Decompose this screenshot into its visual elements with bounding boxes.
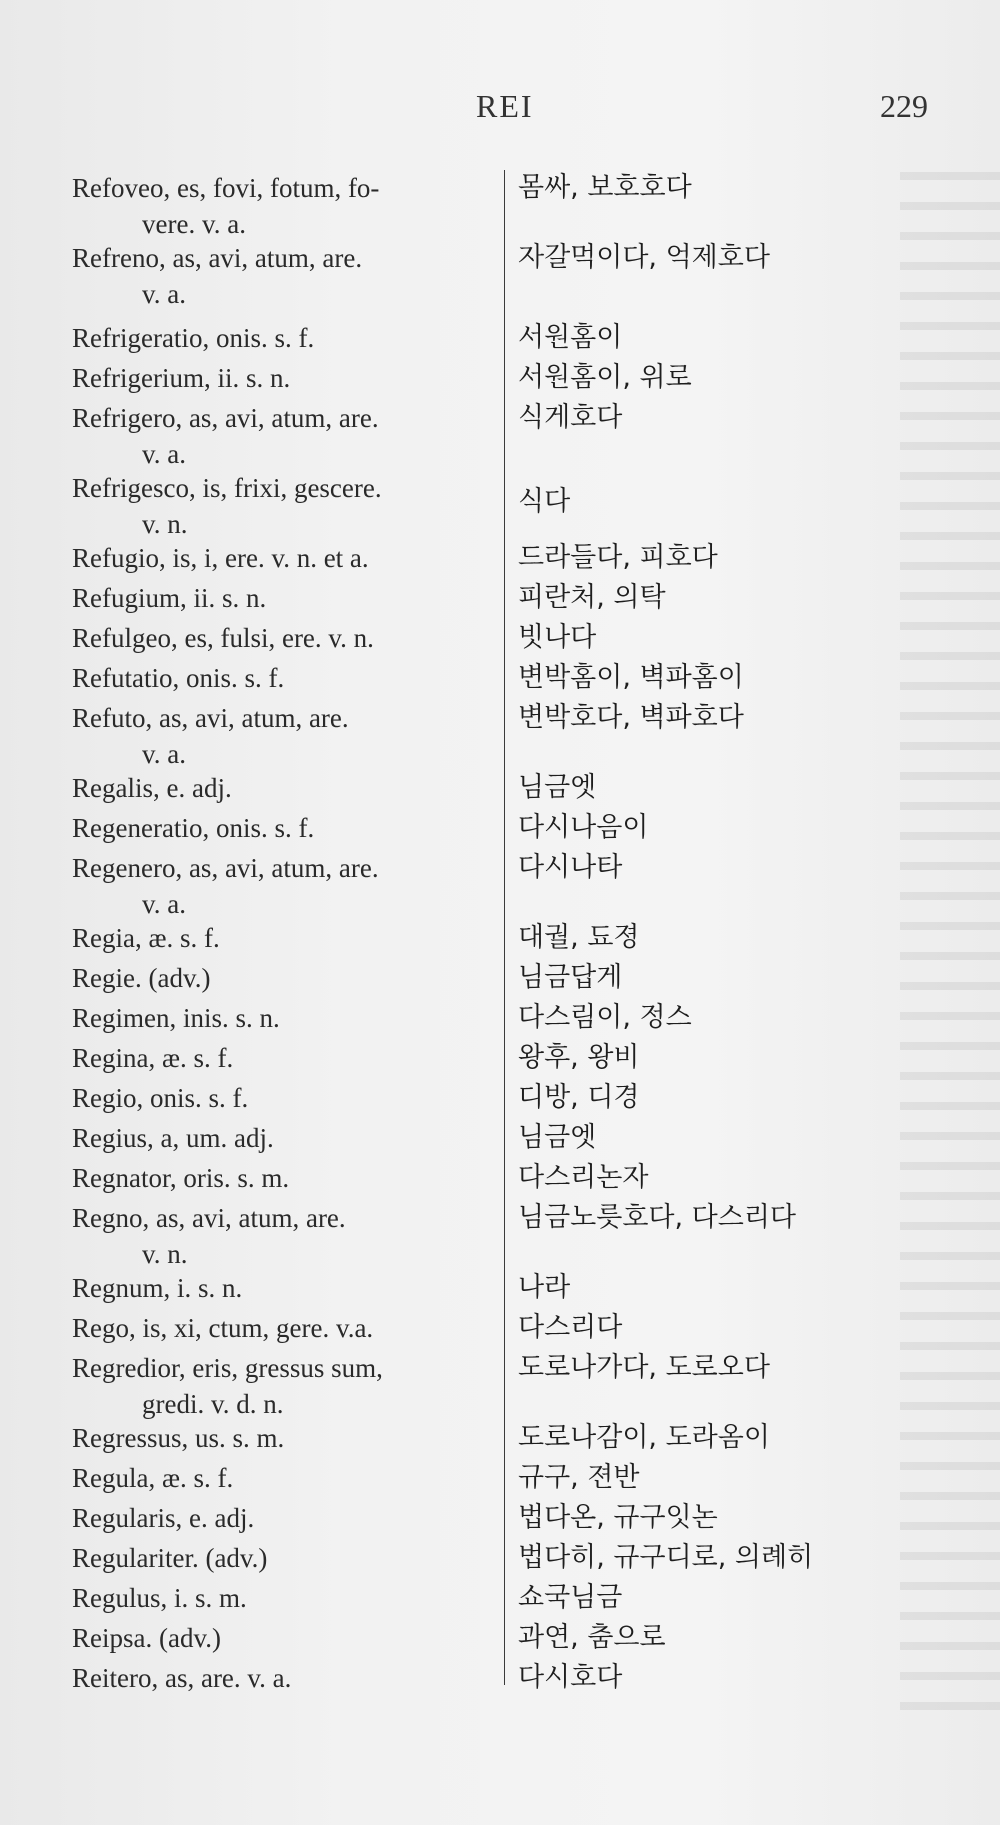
latin-headword-text: Regredior, eris, gressus sum,	[72, 1353, 383, 1383]
latin-headword	[72, 620, 500, 656]
latin-continuation: v. n.	[142, 1239, 188, 1269]
latin-headword	[72, 1000, 500, 1036]
latin-headword	[72, 770, 500, 806]
latin-headword	[72, 1420, 500, 1456]
latin-headword	[72, 1460, 500, 1496]
latin-headword-text: Refuto, as, avi, atum, are.	[72, 703, 349, 733]
latin-headword	[72, 240, 500, 312]
korean-definition: 과연, 춤으로	[518, 1622, 666, 1653]
korean-definition: 다시나타	[518, 852, 623, 883]
latin-headword-text: Refulgeo, es, fulsi, ere. v. n.	[72, 623, 374, 653]
latin-continuation: v. a.	[142, 279, 186, 309]
latin-headword-text: Refreno, as, avi, atum, are.	[72, 243, 363, 273]
latin-headword-text: Regio, onis. s. f.	[72, 1083, 249, 1113]
latin-headword-text: Regia, æ. s. f.	[72, 923, 220, 953]
latin-headword-text: Regula, æ. s. f.	[72, 1463, 234, 1493]
latin-headword-text: Regulus, i. s. m.	[72, 1583, 247, 1613]
latin-headword	[72, 850, 500, 922]
latin-headword	[72, 1200, 500, 1272]
korean-definition: 다스림이, 정스	[518, 1002, 692, 1033]
latin-headword	[72, 470, 500, 542]
latin-headword	[72, 1120, 500, 1156]
latin-headword-text: Regnum, i. s. n.	[72, 1273, 243, 1303]
latin-headword-text: Refrigesco, is, frixi, gescere.	[72, 473, 382, 503]
latin-headword-text: Refrigero, as, avi, atum, are.	[72, 403, 379, 433]
latin-headword-text: Refrigerium, ii. s. n.	[72, 363, 291, 393]
latin-headword-text: Regalis, e. adj.	[72, 773, 232, 803]
latin-headword-text: Refrigeratio, onis. s. f.	[72, 323, 315, 353]
latin-headword-text: Regressus, us. s. m.	[72, 1423, 285, 1453]
latin-headword-text: Regius, a, um. adj.	[72, 1123, 274, 1153]
latin-headword	[72, 1350, 500, 1422]
korean-definition: 님금답게	[518, 962, 623, 993]
korean-definition: 몸싸, 보호호다	[518, 172, 692, 203]
korean-definition: 서원홈이, 위로	[518, 362, 692, 393]
latin-headword	[72, 540, 500, 576]
latin-headword-text: Rego, is, xi, ctum, gere. v.a.	[72, 1313, 374, 1343]
korean-definition: 님금엣	[518, 1122, 597, 1153]
korean-definition: 왕후, 왕비	[518, 1042, 640, 1073]
latin-headword	[72, 1540, 500, 1576]
latin-headword	[72, 960, 500, 996]
latin-headword	[72, 1160, 500, 1196]
latin-headword-text: Refutatio, onis. s. f.	[72, 663, 285, 693]
latin-headword	[72, 1080, 500, 1116]
korean-definition: 식게호다	[518, 402, 623, 433]
latin-headword-text: Regno, as, avi, atum, are.	[72, 1203, 346, 1233]
latin-continuation: vere. v. a.	[142, 209, 246, 239]
latin-headword-text: Refugio, is, i, ere. v. n. et a.	[72, 543, 369, 573]
korean-definition: 빗나다	[518, 622, 597, 653]
latin-headword-text: Refugium, ii. s. n.	[72, 583, 267, 613]
korean-definition: 다시호다	[518, 1662, 623, 1693]
latin-headword	[72, 1660, 500, 1696]
latin-continuation: v. a.	[142, 889, 186, 919]
korean-definition: 님금노릇호다, 다스리다	[518, 1202, 796, 1233]
latin-headword-text: Regenero, as, avi, atum, are.	[72, 853, 379, 883]
korean-definition: 규구, 젼반	[518, 1462, 640, 1493]
latin-headword	[72, 170, 500, 242]
latin-headword	[72, 700, 500, 772]
latin-continuation: v. a.	[142, 739, 186, 769]
latin-headword-text: Regulariter. (adv.)	[72, 1543, 268, 1573]
page-number: 229	[880, 88, 928, 124]
latin-headword	[72, 1580, 500, 1616]
korean-definition: 디방, 디경	[518, 1082, 640, 1113]
latin-continuation: v. a.	[142, 439, 186, 469]
latin-headword-text: Regnator, oris. s. m.	[72, 1163, 290, 1193]
korean-definition: 자갈먹이다, 억제호다	[518, 242, 770, 273]
latin-headword	[72, 1040, 500, 1076]
korean-definition: 드라들다, 피호다	[518, 542, 718, 573]
latin-headword	[72, 660, 500, 696]
latin-headword-text: Regie. (adv.)	[72, 963, 211, 993]
korean-definition: 쇼국님금	[518, 1582, 623, 1613]
latin-continuation: gredi. v. d. n.	[142, 1389, 284, 1419]
latin-headword-text: Reipsa. (adv.)	[72, 1623, 221, 1653]
korean-definition: 변박호다, 벽파호다	[518, 702, 744, 733]
latin-headword-text: Regeneratio, onis. s. f.	[72, 813, 315, 843]
korean-definition: 식다	[518, 486, 571, 517]
latin-headword	[72, 810, 500, 846]
latin-headword	[72, 1500, 500, 1536]
latin-headword-text: Regina, æ. s. f.	[72, 1043, 234, 1073]
korean-definition: 피란처, 의탁	[518, 582, 666, 613]
latin-headword-text: Reitero, as, are. v. a.	[72, 1663, 292, 1693]
latin-headword	[72, 1310, 500, 1346]
korean-definition: 도로나감이, 도라옴이	[518, 1422, 770, 1453]
korean-definition: 변박홈이, 벽파홈이	[518, 662, 744, 693]
korean-definition: 대궐, 됴졍	[518, 922, 640, 953]
latin-headword-text: Regimen, inis. s. n.	[72, 1003, 280, 1033]
korean-definition: 님금엣	[518, 772, 597, 803]
latin-headword	[72, 1620, 500, 1656]
latin-headword	[72, 580, 500, 616]
latin-continuation: v. n.	[142, 509, 188, 539]
latin-headword	[72, 1270, 500, 1306]
latin-headword-text: Regularis, e. adj.	[72, 1503, 255, 1533]
korean-definition: 다스리다	[518, 1312, 623, 1343]
korean-definition: 나라	[518, 1272, 571, 1303]
latin-headword	[72, 360, 500, 396]
latin-headword	[72, 320, 500, 356]
korean-definition: 법다히, 규구디로, 의례히	[518, 1542, 814, 1573]
korean-definition: 다스리논자	[518, 1162, 649, 1193]
latin-headword	[72, 400, 500, 472]
latin-headword	[72, 920, 500, 956]
korean-definition: 다시나음이	[518, 812, 649, 843]
running-head: REI	[476, 88, 534, 124]
korean-definition: 법다온, 규구잇논	[518, 1502, 718, 1533]
korean-definition: 도로나가다, 도로오다	[518, 1352, 770, 1383]
korean-definition: 서원홈이	[518, 322, 623, 353]
latin-headword-text: Refoveo, es, fovi, fotum, fo-	[72, 173, 380, 203]
